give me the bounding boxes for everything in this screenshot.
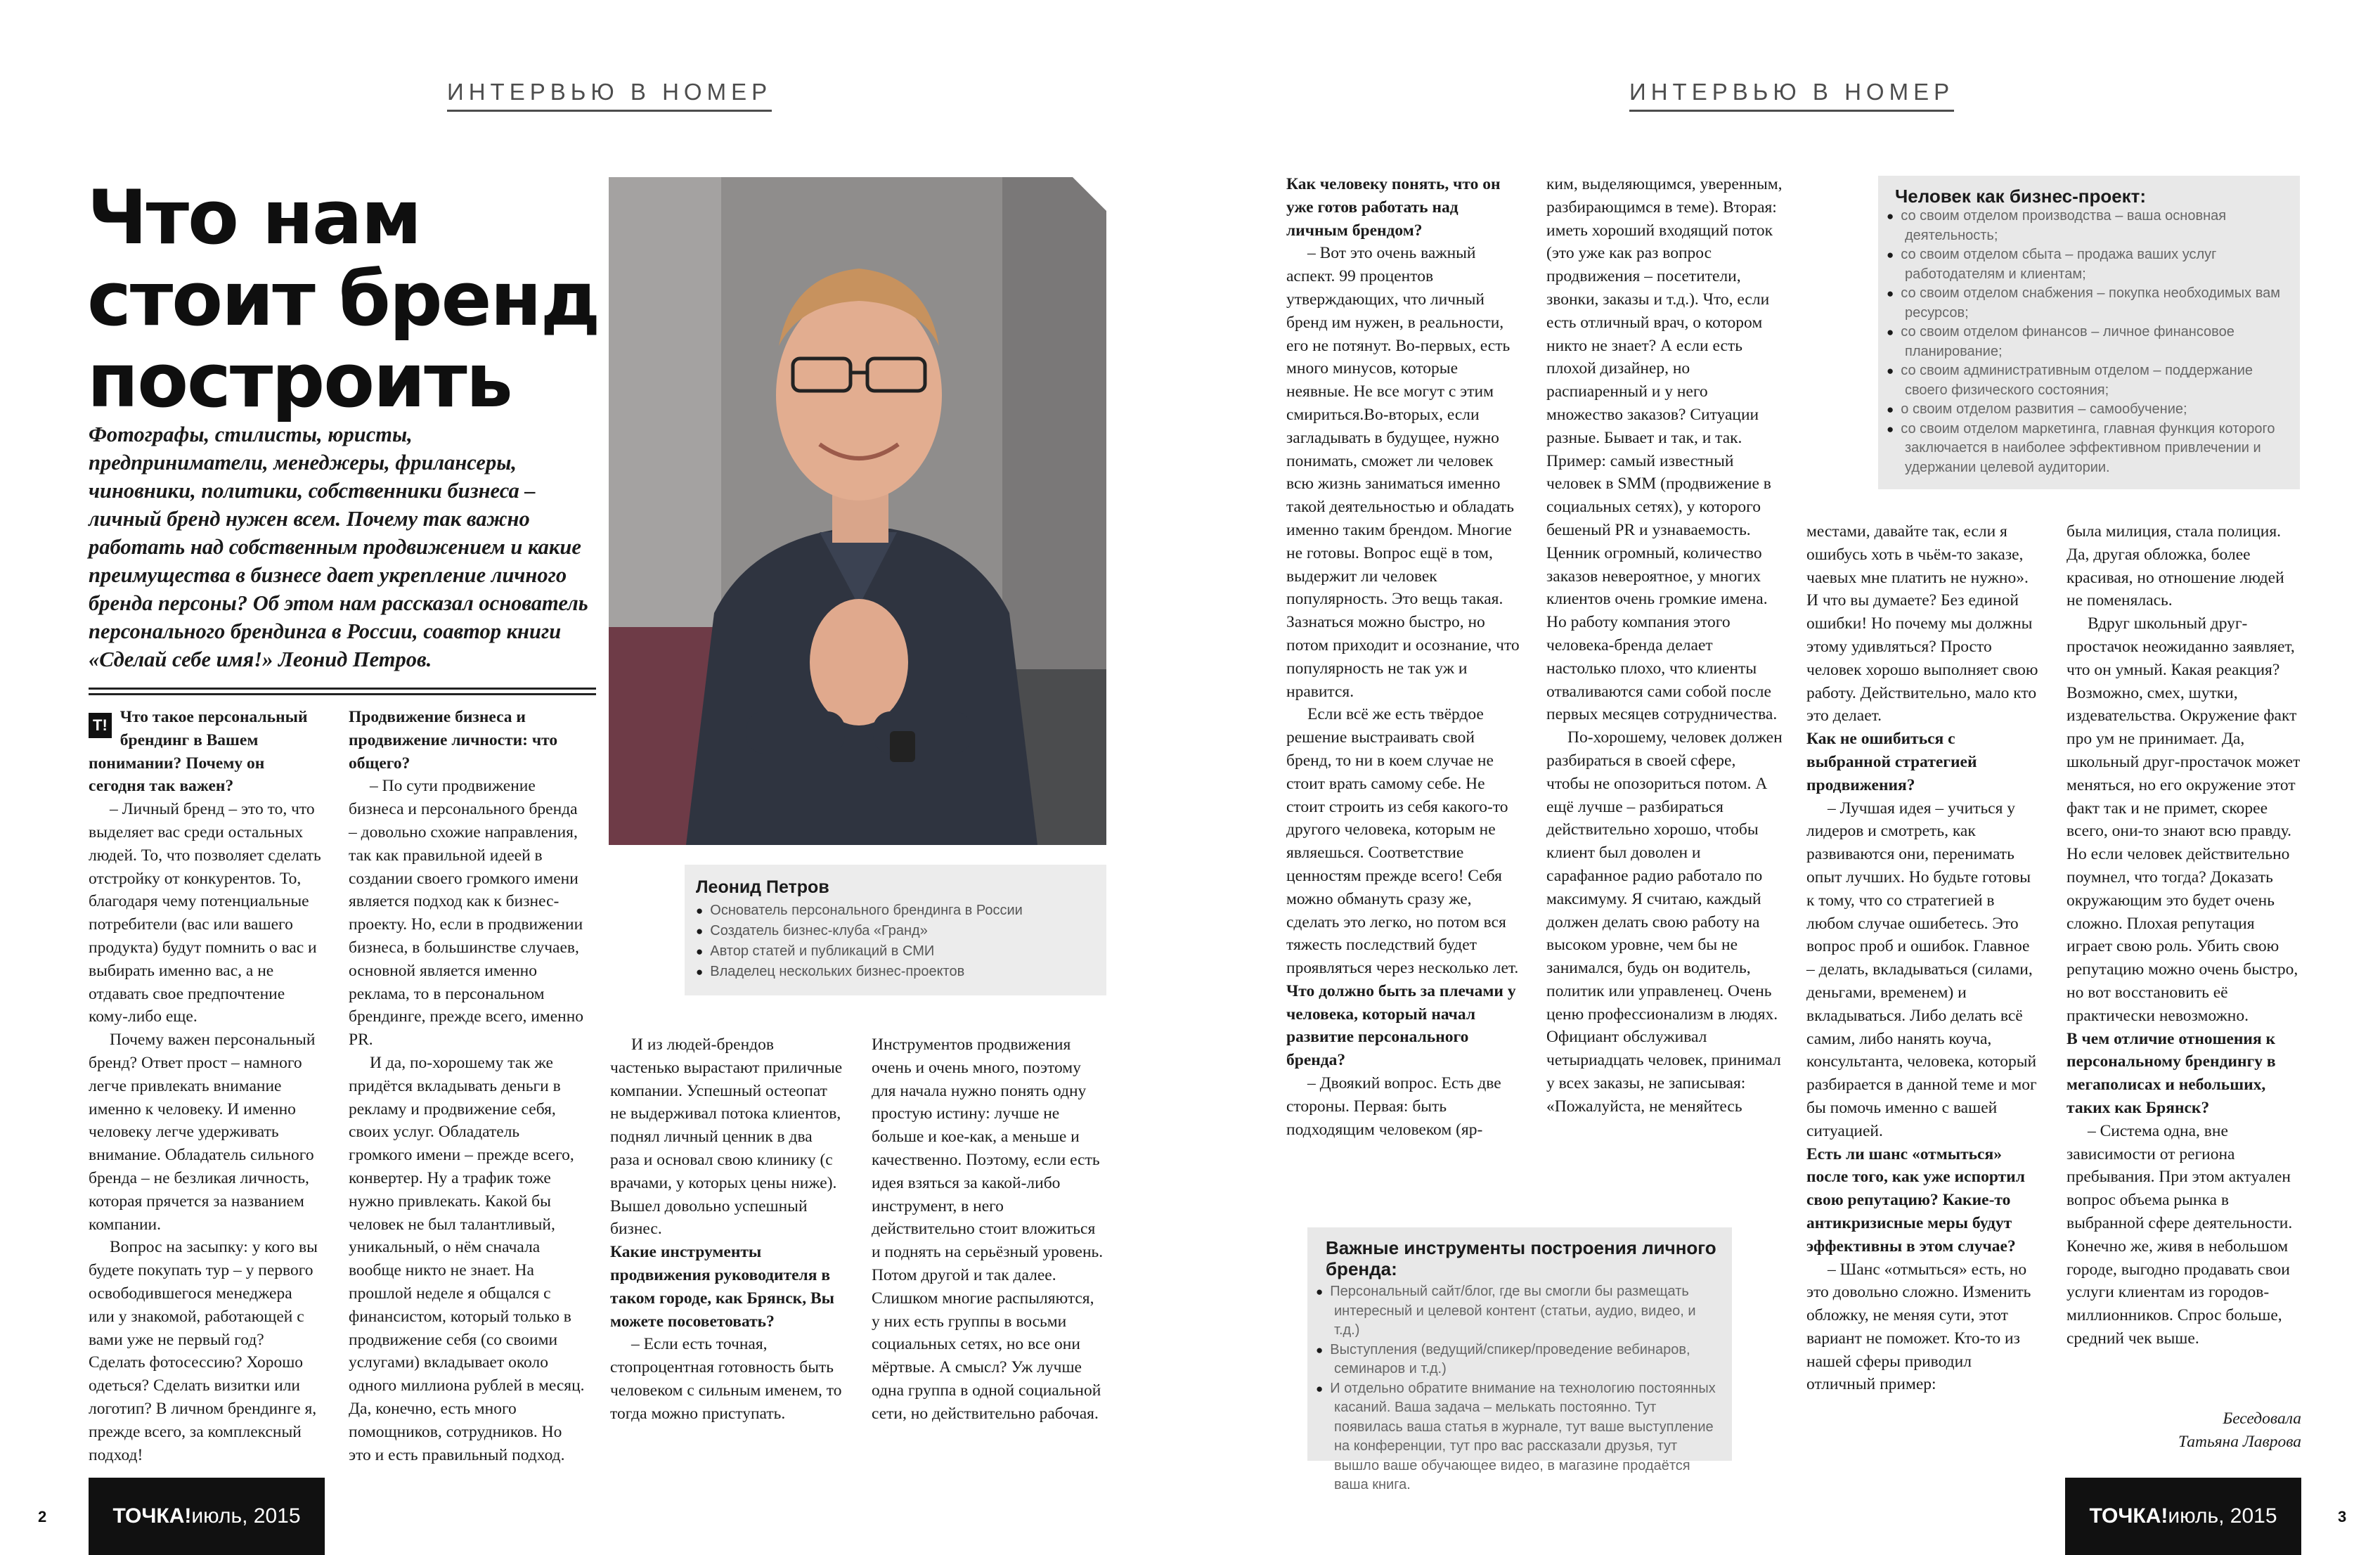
- footer-left: [89, 1478, 325, 1555]
- box-item: ● И отдельно обратите внимание на технологию постоянных касаний. Ваша задача – мелькать постоянно. Тут появилась ваша статья в журнале, тут ваше выступление на конференции, тут про вас рассказали друзья, тут вышло ваше обучающее видео, в магазине продаётся ваша книга.: [1316, 1379, 1723, 1495]
- box-item: ● Персональный сайт/блог, где вы смогли бы размещать интересный и целевой контент (статьи, аудио, видео, и т.д.): [1316, 1282, 1723, 1341]
- interview-question: В чем отличие отношения к персональному брендингу в мегаполисах и небольших, таких как Брянск?: [2067, 1029, 2276, 1117]
- business-project-box: [1878, 176, 2300, 489]
- signature-line-2: Татьяна Лаврова: [2178, 1433, 2301, 1451]
- brand-tools-box: [1307, 1227, 1732, 1492]
- footer-right: [2065, 1478, 2301, 1555]
- footer-date: июль, 2015: [191, 1504, 301, 1528]
- column-4: [872, 1033, 1105, 1426]
- section-header-right: ИНТЕРВЬЮ В НОМЕР: [1629, 79, 1954, 112]
- box-list: [1316, 1282, 1723, 1495]
- body-paragraph: – Личный бренд – это то, что выделяет вас среди остальных людей. То, что позволяет сделать отстройку от конкурентов. То, благодаря чему потенциальные потребители (вас или вашего продукта) будут помнить о вас и выбирать именно вас, а не отдавать свое предпочтение кому-либо еще.: [89, 800, 321, 1026]
- column-5: [1286, 173, 1520, 1141]
- interview-question: Что такое персональный брендинг в Вашем понимании? Почему он сегодня так важен?: [89, 708, 308, 796]
- body-paragraph: – Если есть точная, стопроцентная готовность быть человеком с сильным именем, то тогда можно приступать.: [610, 1335, 842, 1423]
- title-line-1: Что нам: [87, 174, 421, 261]
- box-item: ● со своим отделом маркетинга, главная функция которого заключается в наиболее эффективном привлечении и удержании целевой аудитории.: [1887, 420, 2291, 478]
- body-paragraph: И из людей-брендов частенько вырастают приличные компании. Успешный остеопат не выдерживал потока клиентов, поднял личный ценник в два раза и основал свою клинику (с врачами, у которых цены ниже). Вышел довольно успешный бизнес.: [610, 1035, 843, 1239]
- bio-box: [685, 865, 1106, 995]
- bio-item: ● Владелец нескольких бизнес-проектов: [696, 962, 1095, 982]
- body-paragraph: Почему важен персональный бренд? Ответ прост – намного легче привлекать внимание именно к человеку. И именно человеку легче удерживать внимание. Обладатель сильного бренда – не безликая личность, которая прячется за названием компании.: [89, 1031, 316, 1234]
- interview-question: Что должно быть за плечами у человека, который начал развитие персонального бренда?: [1286, 981, 1516, 1070]
- signature-line-1: Беседовала: [2223, 1409, 2301, 1428]
- footer-brand: ТОЧКА!: [112, 1504, 192, 1528]
- body-paragraph: Вопрос на засыпку: у кого вы будете покупать тур – у первого освободившегося менеджера или у знакомой, работающей с вами уже не первый год? Сделать фотосессию? Хорошо одеться? Сделать визитки или логотип? В личном брендинге я, прежде всего, за комплексный подход!: [89, 1238, 318, 1464]
- portrait-photo: [609, 177, 1106, 845]
- box-item: ● со своим отделом снабжения – покупка необходимых вам ресурсов;: [1887, 284, 2291, 323]
- footer-brand: ТОЧКА!: [2089, 1504, 2168, 1528]
- column-3: [610, 1033, 843, 1426]
- box-item: ● о своим отделом развития – самообучение;: [1887, 400, 2291, 420]
- lead-divider-2: [89, 693, 596, 695]
- bio-item: ● Создатель бизнес-клуба «Гранд»: [696, 921, 1095, 941]
- body-paragraph: По-хорошему, человек должен разбираться в своей сфере, чтобы не опозориться потом. А ещё лучше – разбираться действительно хорошо, чтобы клиент был доволен и сарафанное радио работало по максимуму. Я считаю, каждый должен делать свою работу на высоком уровне, чем бы не занимался, будь он водитель, политик или управленец. Очень ценю профессионализм в людях. Официант обслуживал четыриадцать человек, принимал у всех заказы, не записывая: «Пожалуйста, не меняйтесь: [1546, 728, 1783, 1116]
- body-paragraph: – По сути продвижение бизнеса и персонального бренда – довольно схожие направления, так как правильной идеей в создании своего громкого имени является подход как к бизнес-проекту. Но, если в продвижении бизнеса, в большинстве случаев, основной является именно реклама, то в персональном брендинге, прежде всего, именно PR.: [349, 777, 584, 1050]
- bio-item: ● Автор статей и публикаций в СМИ: [696, 941, 1095, 962]
- interviewer-signature: [2067, 1407, 2301, 1454]
- body-paragraph: – Лучшая идея – учиться у лидеров и смотреть, как развиваются они, перенимать опыт лучших. Но будьте готовы к тому, что со стратегией в любом случае ошибетесь. Это вопрос проб и ошибок. Главное – делать, вкладываться (силами, деньгами, временем) и вкладываться. Либо делать всё самим, либо нанять коуча, консультанта, человека, который разбирается в данной теме и мог бы помочь именно с вашей ситуацией.: [1806, 799, 2037, 1140]
- box-list: [1887, 207, 2291, 477]
- portrait-illustration: [609, 177, 1106, 845]
- body-paragraph: Вдруг школьный друг-простачок неожиданно заявляет, что он умный. Какая реакция? Возможно, смех, шутки, издевательства. Окружение факт про ум не принимает. Да, школьный друг-простачок может меняться, но его окружение этот факт так и не примет, скорее всего, они-то знают всю правду. Но если человек действительно поумнел, что тогда? Доказать окружающим это будет очень сложно. Плохая репутация играет свою роль. Убить свою репутацию можно очень быстро, но вот восстановить её практически невозможно.: [2067, 614, 2301, 1025]
- article-title: [87, 174, 621, 424]
- box-item: ● со своим отделом сбыта – продажа ваших услуг работодателям и клиентам;: [1887, 245, 2291, 284]
- body-paragraph: была милиция, стала полиция. Да, другая обложка, более красивая, но отношение людей не поменялась.: [2067, 522, 2284, 610]
- body-paragraph: – Вот это очень важный аспект. 99 процентов утверждающих, что личный бренд им нужен, в реальности, его не потянут. Во-первых, есть много минусов, которые неявные. Не все могут с этим смириться.Во-вторых, если загладывать в будущее, нужно понимать, сможет ли человек всю жизнь заниматься именно такой деятельностью и обладать именно таким брендом. Многие не готовы. Вопрос ещё в том, выдержит ли человек популярность. Это вещь такая. Зазнаться можно быстро, но потом приходит и осознание, что популярность не так уж и нравится.: [1286, 244, 1520, 701]
- interview-question: Есть ли шанс «отмыться» после того, как уже испортил свою репутацию? Какие-то антикризисные меры будут эффективны в этом случае?: [1806, 1144, 2025, 1256]
- body-paragraph: – Двоякий вопрос. Есть две стороны. Первая: быть подходящим человеком (яр-: [1286, 1074, 1501, 1139]
- body-paragraph: местами, давайте так, если я ошибусь хоть в чьём-то заказе, чаевых мне платить не нужно». И что вы думаете? Без единой ошибки! Но почему мы должны этому удивляться? Просто человек хорошо выполняет свою работу. Действительно, мало кто это делает.: [1806, 522, 2038, 725]
- lead-divider: [89, 688, 596, 690]
- box-title: Важные инструменты построения личного бренда:: [1326, 1237, 1716, 1279]
- box-title: Человек как бизнес-проект:: [1895, 186, 2147, 207]
- column-7: [1806, 520, 2038, 1396]
- box-item: ● со своим отделом производства – ваша основная деятельность;: [1887, 207, 2291, 245]
- column-2: [349, 706, 585, 1466]
- article-lead: Фотографы, стилисты, юристы, предприниматели, менеджеры, фрилансеры, чиновники, политики, собственники бизнеса – личный бренд нужен всем. Почему так важно работать над собственным продвижением и какие преимущества в бизнесе дает укрепление личного бренда персоны? Об этом нам рассказал основатель персонального брендинга в России, соавтор книги «Сделай себе имя!» Леонид Петров.: [89, 422, 588, 671]
- bio-name: Леонид Петров: [696, 877, 829, 897]
- title-line-3: построить: [87, 337, 512, 424]
- box-item: ● со своим административным отделом – поддержание своего физического состояния;: [1887, 361, 2291, 400]
- title-line-2: стоит бренд: [87, 256, 600, 342]
- body-paragraph: – Система одна, вне зависимости от региона пребывания. При этом актуален вопрос объема рынка в выбранной сфере деятельности. Конечно же, живя в небольшом городе, выгодно продавать свои услуги клиентам из городов-миллионников. Спрос больше, средний чек выше.: [2067, 1121, 2293, 1348]
- interview-question: Какие инструменты продвижения руководителя в таком городе, как Брянск, Вы можете посоветовать?: [610, 1243, 834, 1331]
- interview-question: Продвижение бизнеса и продвижение личности: что общего?: [349, 708, 558, 773]
- page-number-right: 3: [2338, 1508, 2347, 1525]
- section-header-left: ИНТЕРВЬЮ В НОМЕР: [447, 79, 772, 112]
- page-number-left: 2: [38, 1508, 47, 1525]
- column-1: [89, 706, 322, 1466]
- column-6: [1546, 173, 1783, 1118]
- interview-question: Как не ошибиться с выбранной стратегией продвижения?: [1806, 730, 1977, 794]
- body-paragraph: Инструментов продвижения очень и очень много, поэтому для начала нужно понять одну простую истину: лучше не больше и кое-как, а меньше и качественно. Поэтому, если есть идея взяться за какой-либо инструмент, в него действительно стоит вложиться и поднять на серьёзный уровень. Потом другой и так далее. Слишком многие распыляются, у них есть группы в восьми социальных сетях, но все они мёртвые. А смысл? Уж лучше одна группа в одной социальной сети, но действительно рабочая.: [872, 1035, 1104, 1423]
- bio-list: [696, 901, 1095, 982]
- box-item: ● Выступления (ведущий/спикер/проведение вебинаров, семинаров и т.д.): [1316, 1341, 1723, 1379]
- body-paragraph: ким, выделяющимся, уверенным, разбирающимся в теме). Вторая: иметь хороший входящий поток (это уже как раз вопрос продвижения – посетители, звонки, заказы и т.д.). Что, если есть отличный врач, о котором никто не знает? А если есть плохой дизайнер, но распиаренный и у него множество заказов? Ситуации разные. Бывает и так, и так. Пример: самый известный человек в SMM (продвижение в социальных сетях), у которого бешеный PR и узнаваемость. Ценник огромный, количество заказов невероятное, у многих клиентов очень громкие имена. Но работу компания этого человека-бренда делает настолько плохо, что клиенты отваливаются сами собой после первых месяцев сотрудничества.: [1546, 175, 1783, 724]
- footer-date: июль, 2015: [2168, 1504, 2277, 1528]
- box-item: ● со своим отделом финансов – личное финансовое планирование;: [1887, 323, 2291, 361]
- magazine-badge: Т!: [89, 713, 112, 738]
- column-8: [2067, 520, 2301, 1350]
- interview-question: Как человеку понять, что он уже готов работать над личным брендом?: [1286, 175, 1501, 240]
- bio-item: ● Основатель персонального брендинга в России: [696, 901, 1095, 921]
- body-paragraph: Если всё же есть твёрдое решение выстраивать свой бренд, то ни в коем случае не стоит врать самому себе. Не стоит строить из себя какого-то другого человека, которым не являешься. Соответствие ценностям прежде всего! Себя можно обмануть сразу же, сделать это легко, но потом вся тяжесть последствий будет проявляться через несколько лет.: [1286, 705, 1519, 978]
- body-paragraph: – Шанс «отмыться» есть, но это довольно сложно. Изменить обложку, не меняя сути, этот вариант не поможет. Кто-то из нашей сферы приводил отличный пример:: [1806, 1260, 2031, 1394]
- body-paragraph: И да, по-хорошему так же придётся вкладывать деньги в рекламу и продвижение себя, своих услуг. Обладатель громкого имени – прежде всего, конвертер. Ну а трафик тоже нужно привлекать. Какой бы человек не был талантливый, уникальный, о нём сначала вообще никто не знает. На прошлой неделе я общался с финансистом, который только в продвижение себя (со своими услугами) вкладывает около одного миллиона рублей в месяц. Да, конечно, есть много помощников, сотрудников. Но это и есть правильный подход.: [349, 1053, 585, 1464]
